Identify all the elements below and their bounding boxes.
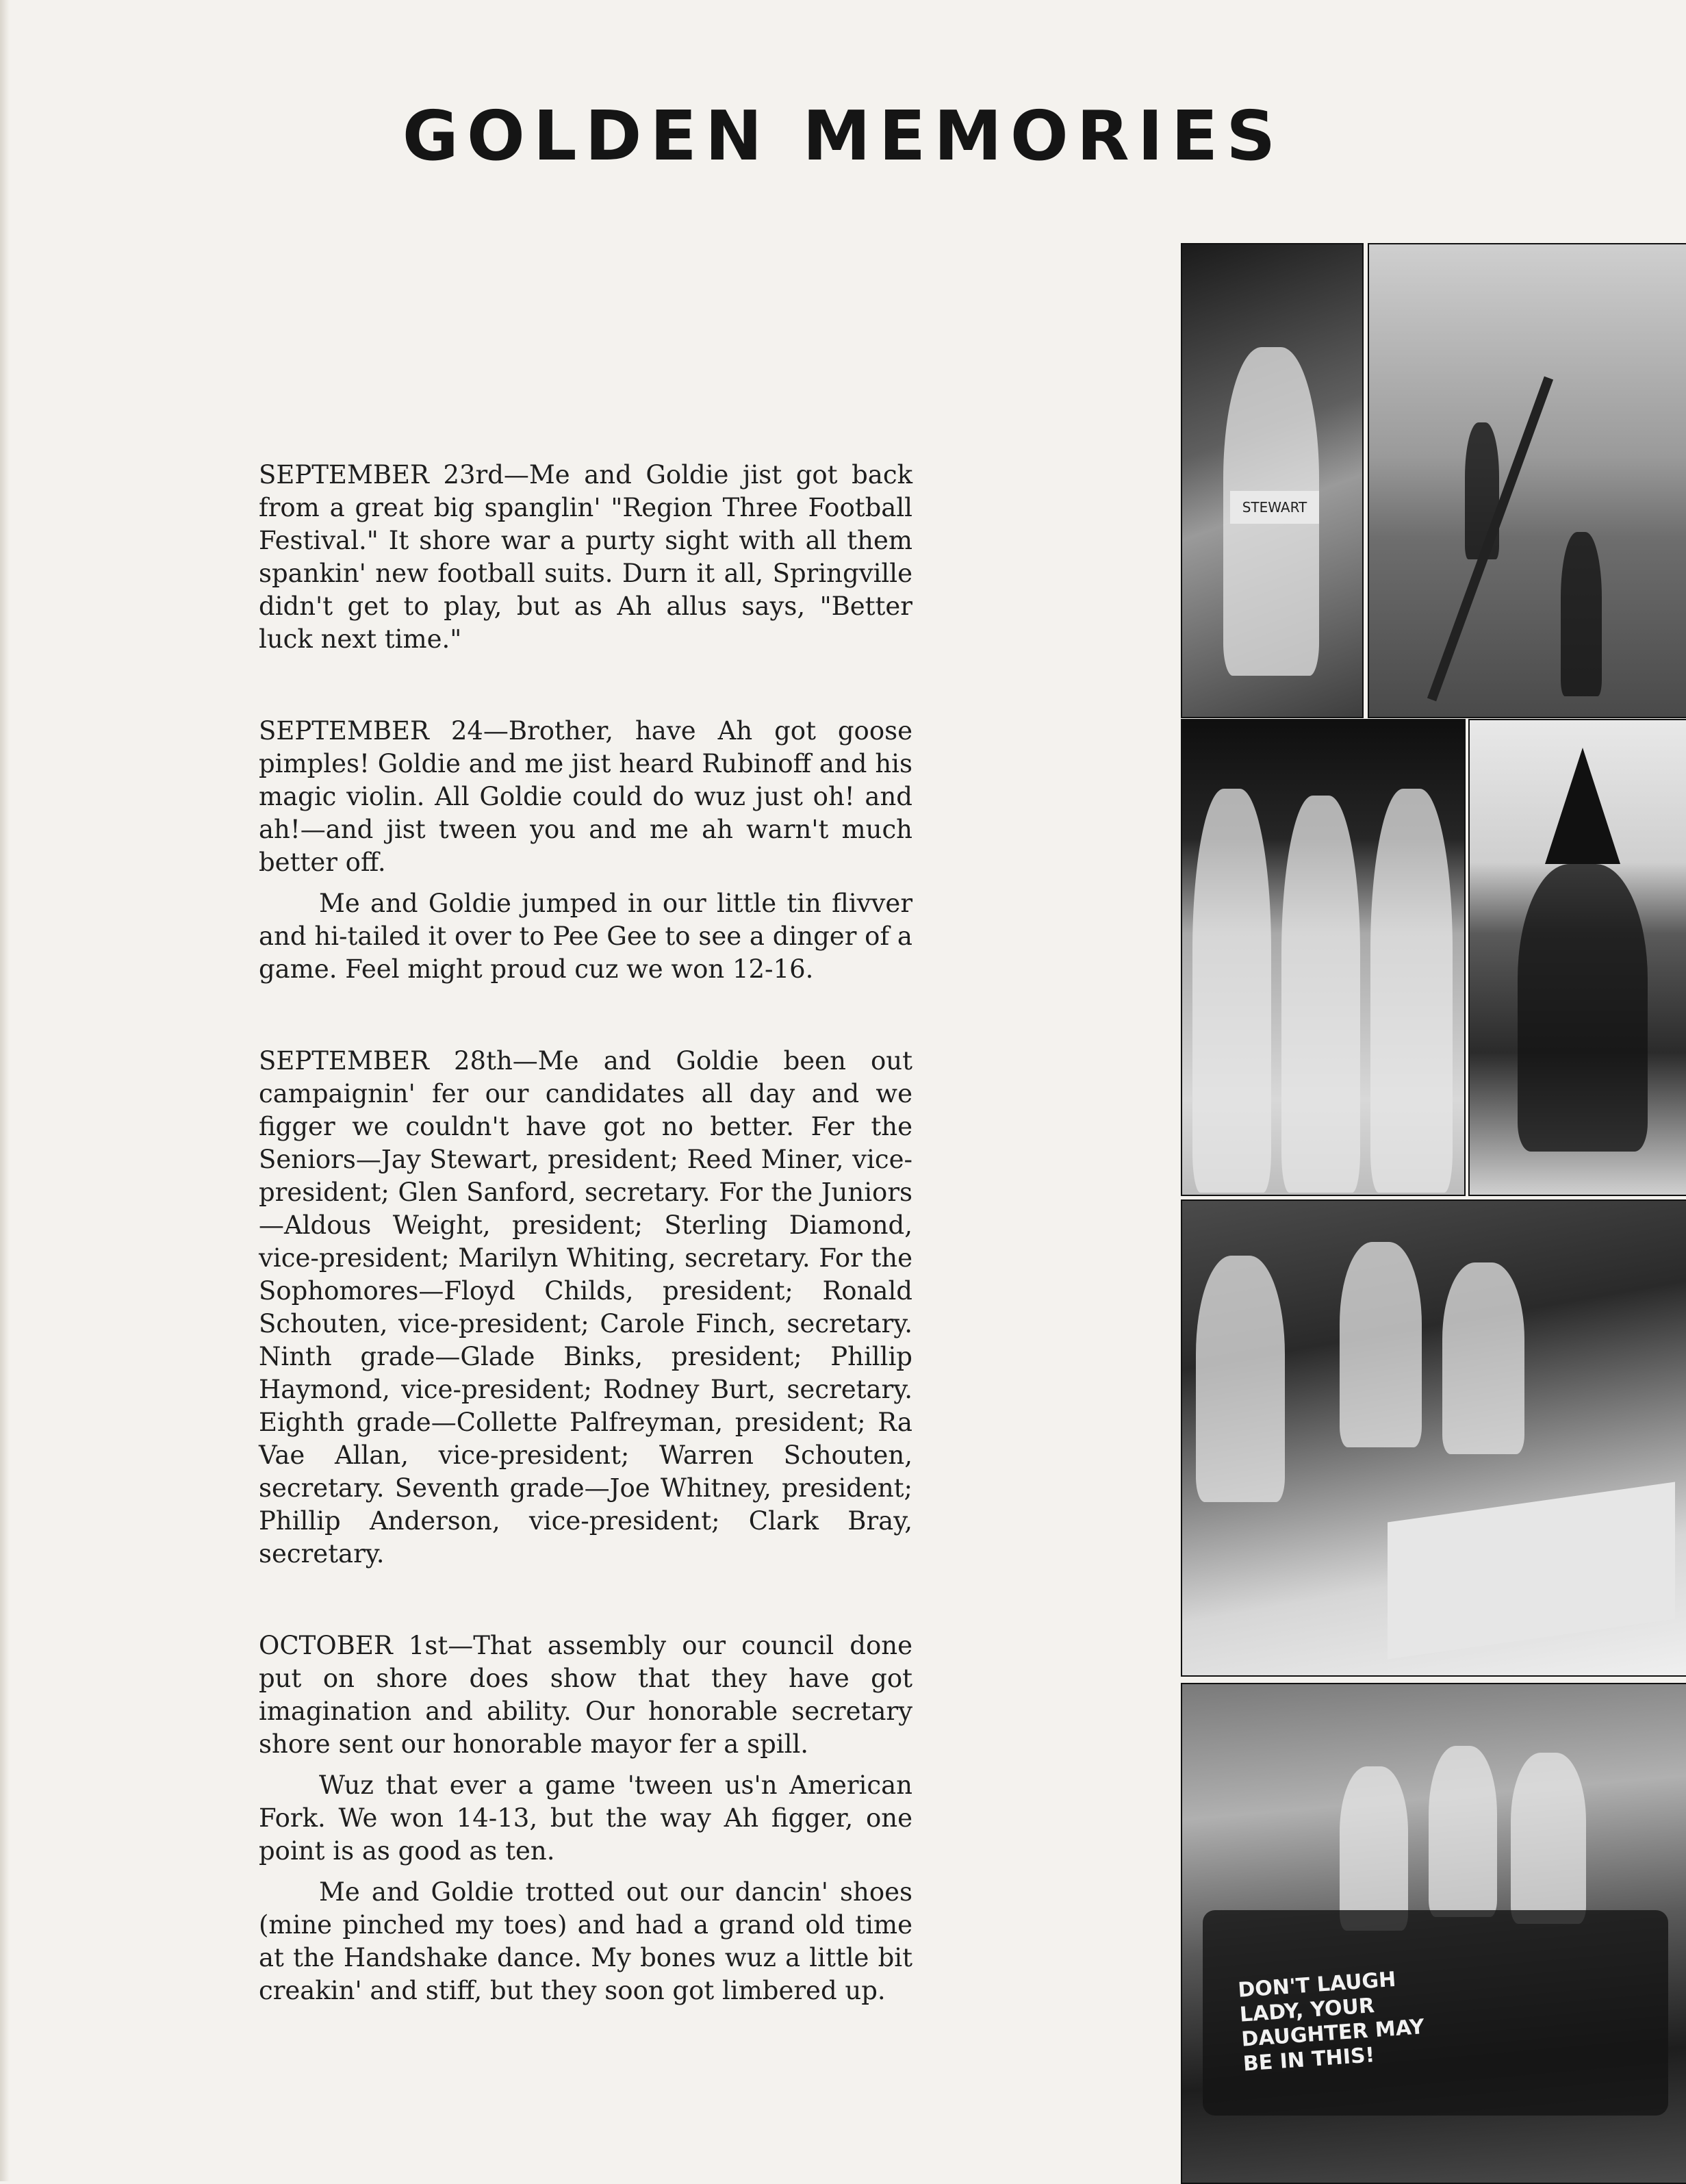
scan-edge <box>0 0 10 2181</box>
page-title: GOLDEN MEMORIES <box>402 96 1284 176</box>
paragraph: Me and Goldie trotted out our dancin' shoes (mine pinched my toes) and had a grand old time at the Handshake dance. My bones wuz a little bit creakin' and stiff, but they soon got limbered up. <box>259 1877 912 2005</box>
photo-sign: STEWART <box>1230 491 1319 524</box>
truck-slogan: DON'T LAUGH LADY, YOUR DAUGHTER MAY BE IN THIS! <box>1237 1967 1425 2077</box>
paragraph: Me and Goldie jumped in our little tin flivver and hi-tailed it over to Pee Gee to see a dinger of a game. Feel might proud cuz we won 12-16. <box>259 889 912 984</box>
entry-oct-1 <box>259 1629 912 2007</box>
entry-sept-23 <box>259 459 912 656</box>
entry-sept-28 <box>259 1045 912 1571</box>
paragraph: SEPTEMBER 28th—Me and Goldie been out campaignin' fer our candidates all day and we figger we couldn't have got no better. Fer the Seniors—Jay Stewart, president; Reed Miner, vice-president; Glen Sanford, secretary. For the Juniors—Aldous Weight, president; Sterling Diamond, vice-president; Marilyn Whiting, secretary. For the Sophomores—Floyd Childs, president; Ronald Schouten, vice-president; Carole Finch, secretary. Ninth grade—Glade Binks, president; Phillip Haymond, vice-president; Rodney Burt, secretary. Eighth grade—Collette Palfreyman, president; Ra Vae Allan, vice-president; Warren Schouten, secretary. Seventh grade—Joe Whitney, president; Phillip Anderson, vice-president; Clark Bray, secretary. <box>259 1046 912 1569</box>
text-column <box>259 459 912 2066</box>
paragraph: SEPTEMBER 23rd—Me and Goldie jist got back from a great big spanglin' "Region Three Football Festival." It shore war a purty sight with all them spankin' new football suits. Durn it all, Springville didn't get to play, but as Ah allus says, "Better luck next time." <box>259 460 912 654</box>
paragraph: OCTOBER 1st—That assembly our council done put on shore does show that they have got imagination and ability. Our honorable secretary shore sent our honorable mayor fer a spill. <box>259 1631 912 1759</box>
photo-witch-costume <box>1468 719 1686 1196</box>
paragraph: Wuz that ever a game 'tween us'n American Fork. We won 14-13, but the way Ah figger, one point is as good as ten. <box>259 1770 912 1866</box>
photo-three-girls-bonnets <box>1181 719 1466 1196</box>
paragraph: SEPTEMBER 24—Brother, have Ah got goose pimples! Goldie and me jist heard Rubinoff and his magic violin. All Goldie could do wuz just oh! and ah!—and jist tween you and me ah warn't much better off. <box>259 716 912 877</box>
entry-sept-24 <box>259 715 912 986</box>
photo-costumed-boy <box>1181 243 1364 718</box>
photo-ladder-building <box>1368 243 1686 718</box>
photo-students-food-line <box>1181 1199 1686 1677</box>
photo-truck-students <box>1181 1683 1686 2184</box>
